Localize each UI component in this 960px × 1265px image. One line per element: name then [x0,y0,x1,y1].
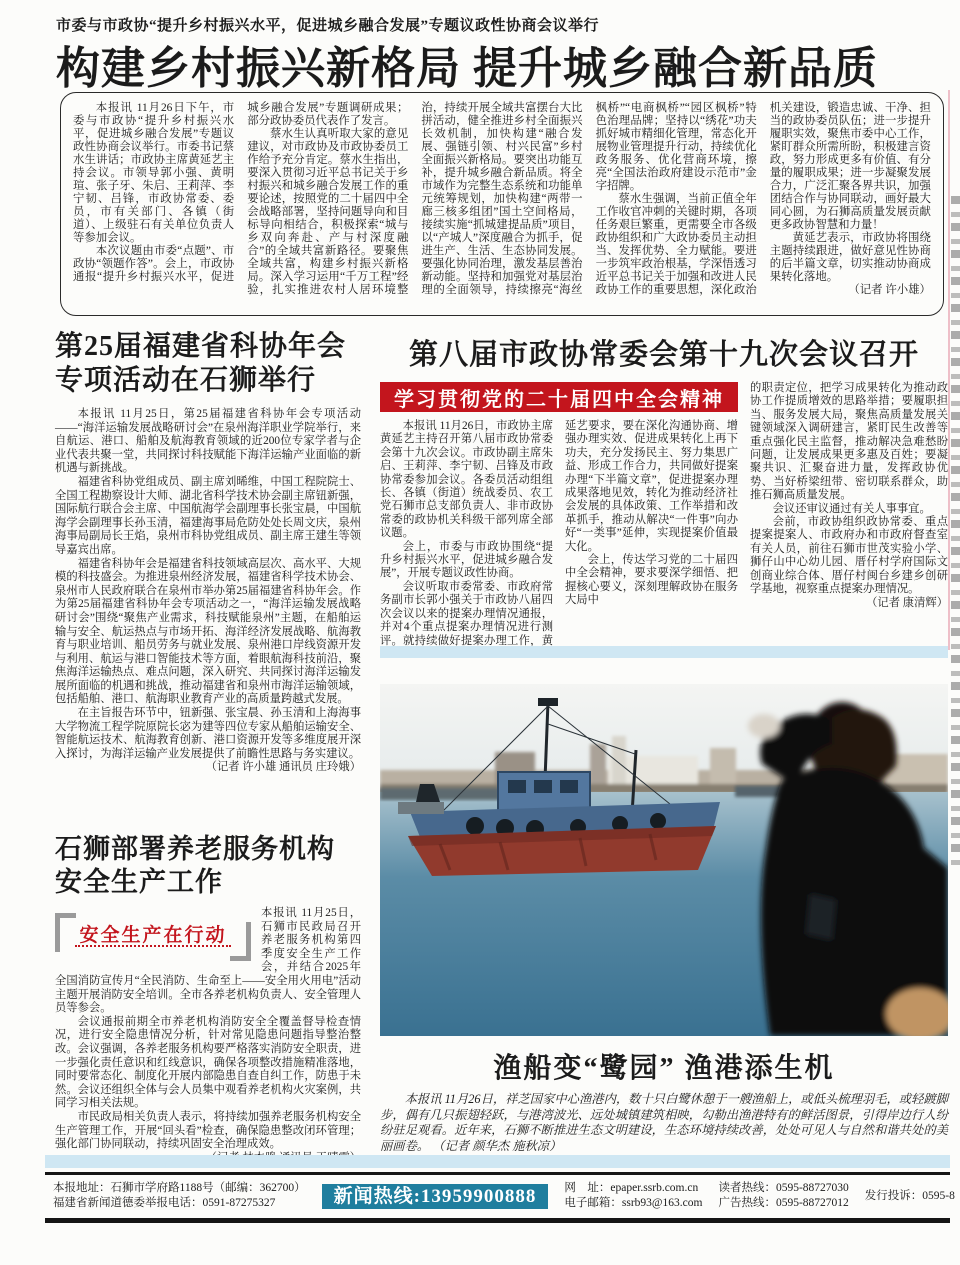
paragraph: 本次议题由市委“点题”、市政协“领题作答”。会上，市政协通报“提升乡村振兴水平，促进城乡融合发展”专题调研成果；部分政协委员代表作了发言。 [73,102,409,283]
article-title: 第八届市政协常委会第十九次会议召开 [408,339,919,371]
science-article [55,330,361,775]
address-block: 本报地址：石狮市学府路1188号（邮编：362700） 福建省新闻道德委举报电话：0591-87275327 [53,1182,306,1209]
reader-block: 读者热线：0595-88727030 广告热线：0595-88727012 [718,1182,849,1209]
paragraph: 市民政局相关负责人表示，将持续加强养老服务机构安全生产管理工作，开展“回头看”检查，确保隐患整改闭环管理；强化部门协同联动，持续巩固安全治理成效。 [55,1110,361,1151]
byline: （记者 颜华杰 施秋凉） [432,1138,562,1153]
page-edge-clipped-text [951,190,960,870]
paragraph: 福建省科协党组成员、副主席刘晞维，中国工程院院士、全国工程勘察设计大师、湖北省科学技术协会副主席钮新强，国际航行联合会主席、中国航海学会副理事长张宝晨，中国航海学会副理事长孙玉清，福建海事局危防处处长周文庆，泉州海事局副局长王焰，泉州市科协党组成员、副主席王建生等领导嘉宾出席。 [55,475,361,556]
paragraph: 会议听取市委常委、市政府常务副市长郭小强关于市政协八届四次会议以来的提案办理情况通报，并对4个重点提案办理情况进行测评。就持续做好提案办理工作，黄延艺要求，要在深化沟通协商、增强办理实效、促进成果转化上再下功夫，充分发扬民主、努力集思广益、形成工作合力，共同做好提案办理“下半篇文章”，促进提案办理成果落地见效，转化为推动经济社会发展的具体政策、工作举措和改革抓手，推动从解决“一件事”向办好“一类事”延伸，实现提案价值最大化。 [380,420,738,647]
article-title: 第25届福建省科协年会 专项活动在石狮举行 [55,331,347,396]
article-title: 石狮部署养老服务机构 安全生产工作 [55,834,335,897]
paragraph: 会议通报前期全市养老机构消防安全全覆盖督导检查情况，进行安全隐患情况分析，针对常见隐患问题指导整治整改。会议强调，各养老服务机构要严格落实消防安全职责，进一步强化责任意识和红线意识，确保各项整改措施精准落地，同时要常态化、制度化开展内部隐患自查自纠工作，防患于未然。会议还组织全体与会人员集中观看养老机构火灾案例，共同学习相关法规。 [55,1015,361,1110]
paragraph: 蔡水生强调，当前正值全年工作收官冲刺的关键时期，各项任务艰巨繁重，更需要全市各级政协组织和广大政协委员主动担当、发挥优势、全力赋能。要进一步筑牢政治根基，学深悟透习近平总书记关于加强和改进人民政协工作的重要思想，深化政治机关建设，锻造忠诚、干净、担当的政协委员队伍；进一步提升履职实效，聚焦市委中心工作，紧盯群众所需所盼，积极建言资政，努力形成更多有价值、有分量的履职成果；进一步凝聚发展合力，广泛汇聚各界共识，加强团结合作与协同联动，画好最大同心圆，为石狮高质量发展贡献更多政协智慧和力量！ [595,102,931,296]
lead-article [60,92,944,316]
paragraph: 会议还审议通过有关人事事宜。 [772,502,931,515]
main-headline: 构建乡村振兴新格局 提升城乡融合新品质 [56,44,878,93]
footer-top-rule [45,1172,950,1175]
safety-campaign-badge: 安全生产在行动 [55,909,251,965]
byline: （记者 康清辉） [866,596,948,609]
paragraph: 本报讯 11月26日下午，市委与市政协“提升乡村振兴水平，促进城乡融合发展”专题议政性协商会议举行。市委书记蔡水生讲话；市政协主席黄延艺主持会议。市领导郭小强、黄明瑄、张子牙、朱启、王莉萍、李宁韧、吕锋，市政协常委、委员，市有关部门、各镇（街道）、上级驻石有关单位负责人等参加会议。 [73,102,235,244]
article-body [55,907,361,1165]
paragraph: 本报讯 11月25日，第25届福建省科协年会专项活动——“海洋运输发展战略研讨会”在泉州海洋职业学院举行，来自航运、港口、船舶及航海教育领域的近200位专家学者与企业代表共聚一堂，共同探讨科技赋能下海洋运输产业面临的新机遇与新挑战。 [55,408,361,475]
article-body [55,408,361,775]
footer-bottom-rule [45,1218,950,1223]
paragraph: 福建省科协年会是福建省科技领域高层次、高水平、大规模的科技盛会。为推进泉州经济发展，福建省科学技术协会、泉州市人民政府联合在泉州市举办第25届福建省科协年会。作为第25届福建省科协年会专项活动之一，“海洋运输发展战略研讨会”围绕“聚焦产业需求，科技赋能泉州”主题，在船舶运输与安全、航运热点与市场开拓、海洋经济发展战略、航海教育与职业培训、船员劳务与就业发展、泉州港口岸线资源开发与利用、航运与港口智能技术等方面，着眼航海科技前沿，聚焦海洋运输热点、难点问题，深入研究、共同探讨海洋运输发展所面临的机遇和挑战，推动福建省和泉州市海洋运输领域，包括船舶、港口、航海职业教育产业的高质量跨越式发展。 [55,557,361,706]
paragraph: 会前，市政协组织政协常委、重点提案提案人、市政府办和市政府督查室有关人员，前往石狮市世茂实验小学、狮仔山中心幼儿园、厝仔村学府国际文创商业综合体、厝仔村闽台乡建乡创研学基地，视察重点提案办理情况。 [750,516,948,596]
kicker: 市委与市政协“提升乡村振兴水平，促进城乡融合发展”专题议政性协商会议举行 [56,18,600,34]
paragraph: 的职责定位，把学习成果转化为推动政协工作提质增效的思路举措；要履职担当、服务发展大局，聚焦高质量发展关键领域深入调研建言，紧盯民生改善等重点强化民主监督，推动解决急难愁盼问题，让发展成果更多惠及百姓；要凝聚共识、汇聚奋进力量，发挥政协优势、当好桥梁纽带、密切联系群众，助推石狮高质量发展。 [750,382,948,502]
cppcc-article [380,332,948,658]
distribution-block: 发行投诉：0595-8 [864,1189,955,1202]
paragraph: 在主旨报告环节中，钮新强、张宝晨、孙玉清和上海海事大学物流工程学院原院长宓为建等四位专家从船舶运输安全、智能航运技术、航海教育创新、港口资源开发等多维度展开深入探讨，为海洋运输产业发展提供了前瞻性思路与务实建议。 [55,707,361,760]
news-hotline: 新闻热线:13959900888 [322,1184,549,1209]
harbor-photo [380,684,948,1036]
elderly-care-article [55,833,361,1165]
photo-caption: 本报讯 11月26日，祥芝国家中心渔港内，数十只白鹭休憩于一艘渔船上，或低头梳理羽毛，或轻踱脚步，偶有几只振翅轻跃，与港湾波光、远处城镇建筑相映，勾勒出渔港特有的鲜活图景，引得岸边行人纷纷驻足观看。近年来，石狮不断推进生态文明建设，生态环境持续改善，处处可见人与自然和谐共处的美丽画卷。 （记者 颜华杰 施秋凉） [380,1092,948,1153]
article-body-right [750,382,948,658]
web-block: 网 址：epaper.ssrb.com.cn 电子邮箱：ssrb93@163.com [564,1182,703,1209]
paragraph: 黄延艺表示，市政协将围绕主题持续跟进，做好意见性协商的后半篇文章，切实推动协商成果转化落地。 [769,232,931,283]
feature-top-band [380,646,948,658]
paragraph: 会上，市委与市政协围绕“提升乡村振兴水平，促进城乡融合发展”，开展专题议政性协商。 [380,540,553,580]
bottom-blue-band [45,1155,950,1168]
paragraph: 本报讯 11月25日，石狮市民政局召开养老服务机构第四季度安全生产工作会，并结合2025年全国消防宣传月“全民消防、生命至上——安全用火用电”活动主题开展消防安全培训。全市各养老机构负责人、安全管理人员等参会。 [55,907,361,1015]
byline: （记者 许小雄 通讯员 庄玲娥） [205,761,361,774]
page-footer [45,1178,957,1214]
photo-feature [380,646,948,1154]
byline: （记者 许小雄） [848,284,931,296]
page-edge-line [948,90,950,650]
article-body-left [380,420,738,658]
paragraph: 本报讯 11月26日，市政协主席黄延艺主持召开第八届市政协常委会第十九次会议。市政协副主席朱启、王莉萍、李宁韧、吕锋及市政协常委参加会议。各委员活动组组长、各镇（街道）统战委员、农工党石狮市总支部负责人、非市政协常委的政协机关科级干部列席全部议题。 [380,420,553,540]
paragraph: 蔡水生认真听取大家的意见建议，对市政协及市政协委员工作给予充分肯定。蔡水生指出，要深入贯彻习近平总书记关于乡村振兴和城乡融合发展工作的重要论述，按照党的二十届四中全会战略部署，坚持问题导向和目标导向相结合，积极探索“城与乡双向奔赴、产与村深度融合”的全域共富新路径。要聚焦全域共富，构建乡村振兴新格局。深入学习运用“千万工程”经验，扎实推进农村人居环境整治，持续开展全域共富摆台大比拼活动，健全推进乡村全面振兴长效机制，加快构建“融合发展、强链引领、村兴民富”乡村全面振兴新格局。要突出功能互补，提升城乡融合新品质。将全市域作为完整生态系统和功能单元统筹规划，加快构建“两带一廊三核多组团”国土空间格局，接续实施“抓城建提品质”项目，以“产城人”深度融合为抓手，促进生产、生活、生态协同发展。要强化协同治理，激发基层善治新动能。坚持和加强党对基层治理的全面领导，持续擦亮“海丝枫桥”“电商枫桥”“园区枫桥”特色治理品牌；坚持以“绣花”功夫抓好城市精细化管理，常态化开展物业管理提升行动，持续优化政务服务、优化营商环境，擦亮“全国法治政府建设示范市”金字招牌。 [247,102,757,296]
paragraph: 会上，传达学习党的二十届四中全会精神，要求要深学细悟、把握核心要义，深刻理解政协在服务大局中 [565,554,738,607]
red-theme-banner: 学习贯彻党的二十届四中全会精神 [380,382,738,412]
photo-caption-title: 渔船变“鹭园” 渔港添生机 [493,1053,835,1084]
